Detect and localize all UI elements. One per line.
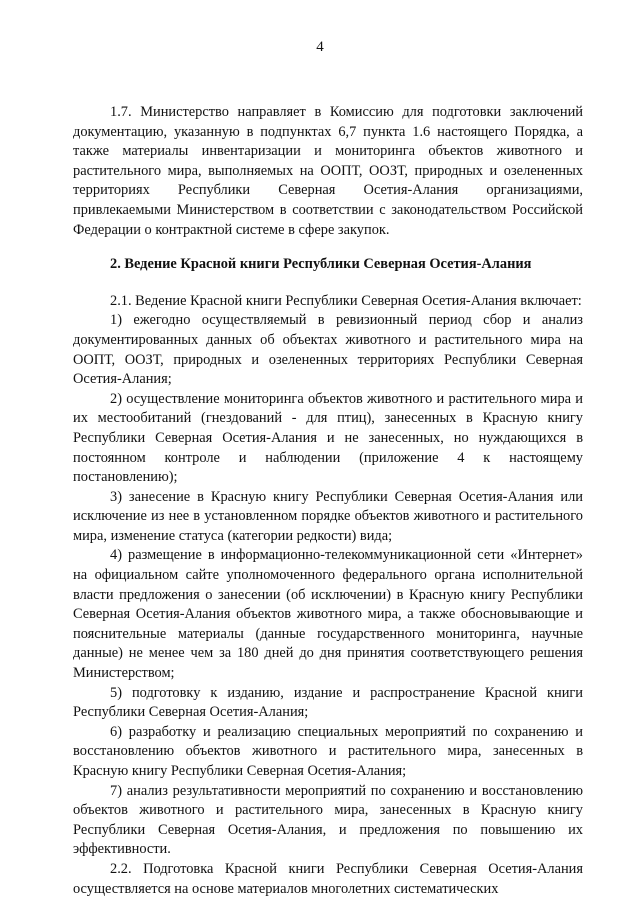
- list-item-5: 5) подготовку к изданию, издание и распространение Красной книги Республики Северная Осетия-Алания;: [73, 684, 583, 721]
- list-item-7: 7) анализ результативности мероприятий по сохранению и восстановлению объектов животного и растительного мира, занесенных в Красную книгу Республики Северная Осетия-Алания, и предложения по повышению их эффективности.: [73, 782, 583, 858]
- paragraph-2-1: 2.1. Ведение Красной книги Республики Северная Осетия-Алания включает:: [110, 292, 582, 309]
- list-item-2: 2) осуществление мониторинга объектов животного и растительного мира и их местообитаний (гнездований - для птиц), занесенных в Красную книгу Республики Северная Осетия-Алания и не занесенных, но нуждающихся в постоянном контроле и наблюдении (приложение 4 к настоящему постановлению);: [73, 390, 583, 486]
- list-item-4: 4) размещение в информационно-телекоммуникационной сети «Интернет» на официальном сайте уполномоченного федерального органа исполнительной власти предложения о занесении (об исключении) в Красную книгу Республики Северная Осетия-Алания объектов животного мира, а также обосновывающие и пояснительные материалы (данные государственного мониторинга, научные данные) не менее чем за 180 дней до дня принятия соответствующего решения Министерством;: [73, 547, 583, 682]
- section-heading: 2. Ведение Красной книги Республики Северная Осетия-Алания: [110, 256, 532, 273]
- page-number: 4: [316, 39, 324, 55]
- paragraph-2-2: 2.2. Подготовка Красной книги Республики Северная Осетия-Алания осуществляется на основе материалов многолетних систематических: [73, 860, 583, 897]
- document-body: [73, 103, 583, 899]
- list-item-1: 1) ежегодно осуществляемый в ревизионный период сбор и анализ документированных данных об объектах животного и растительного мира на ООПТ, ООЗТ, природных и озелененных территориях Республики Северная Осетия-Алания;: [73, 312, 583, 388]
- list-item-6: 6) разработку и реализацию специальных мероприятий по сохранению и восстановлению объектов животного и растительного мира, занесенных в Красную книгу Республики Северная Осетия-Алания;: [73, 723, 583, 779]
- list-item-3: 3) занесение в Красную книгу Республики Северная Осетия-Алания или исключение из нее в установленном порядке объектов животного и растительного мира, изменение статуса (категории редкости) вида;: [73, 488, 583, 544]
- paragraph-1-7: 1.7. Министерство направляет в Комиссию для подготовки заключений документацию, указанную в подпунктах 6,7 пункта 1.6 настоящего Порядка, а также материалы инвентаризации и мониторинга объектов животного и растительного мира, выполняемых на ООПТ, ООЗТ, природных и озелененных территориях Республики Северная Осетия-Алания организациями, привлекаемыми Министерством в соответствии с законодательством Российской Федерации о контрактной системе в сфере закупок.: [73, 104, 583, 238]
